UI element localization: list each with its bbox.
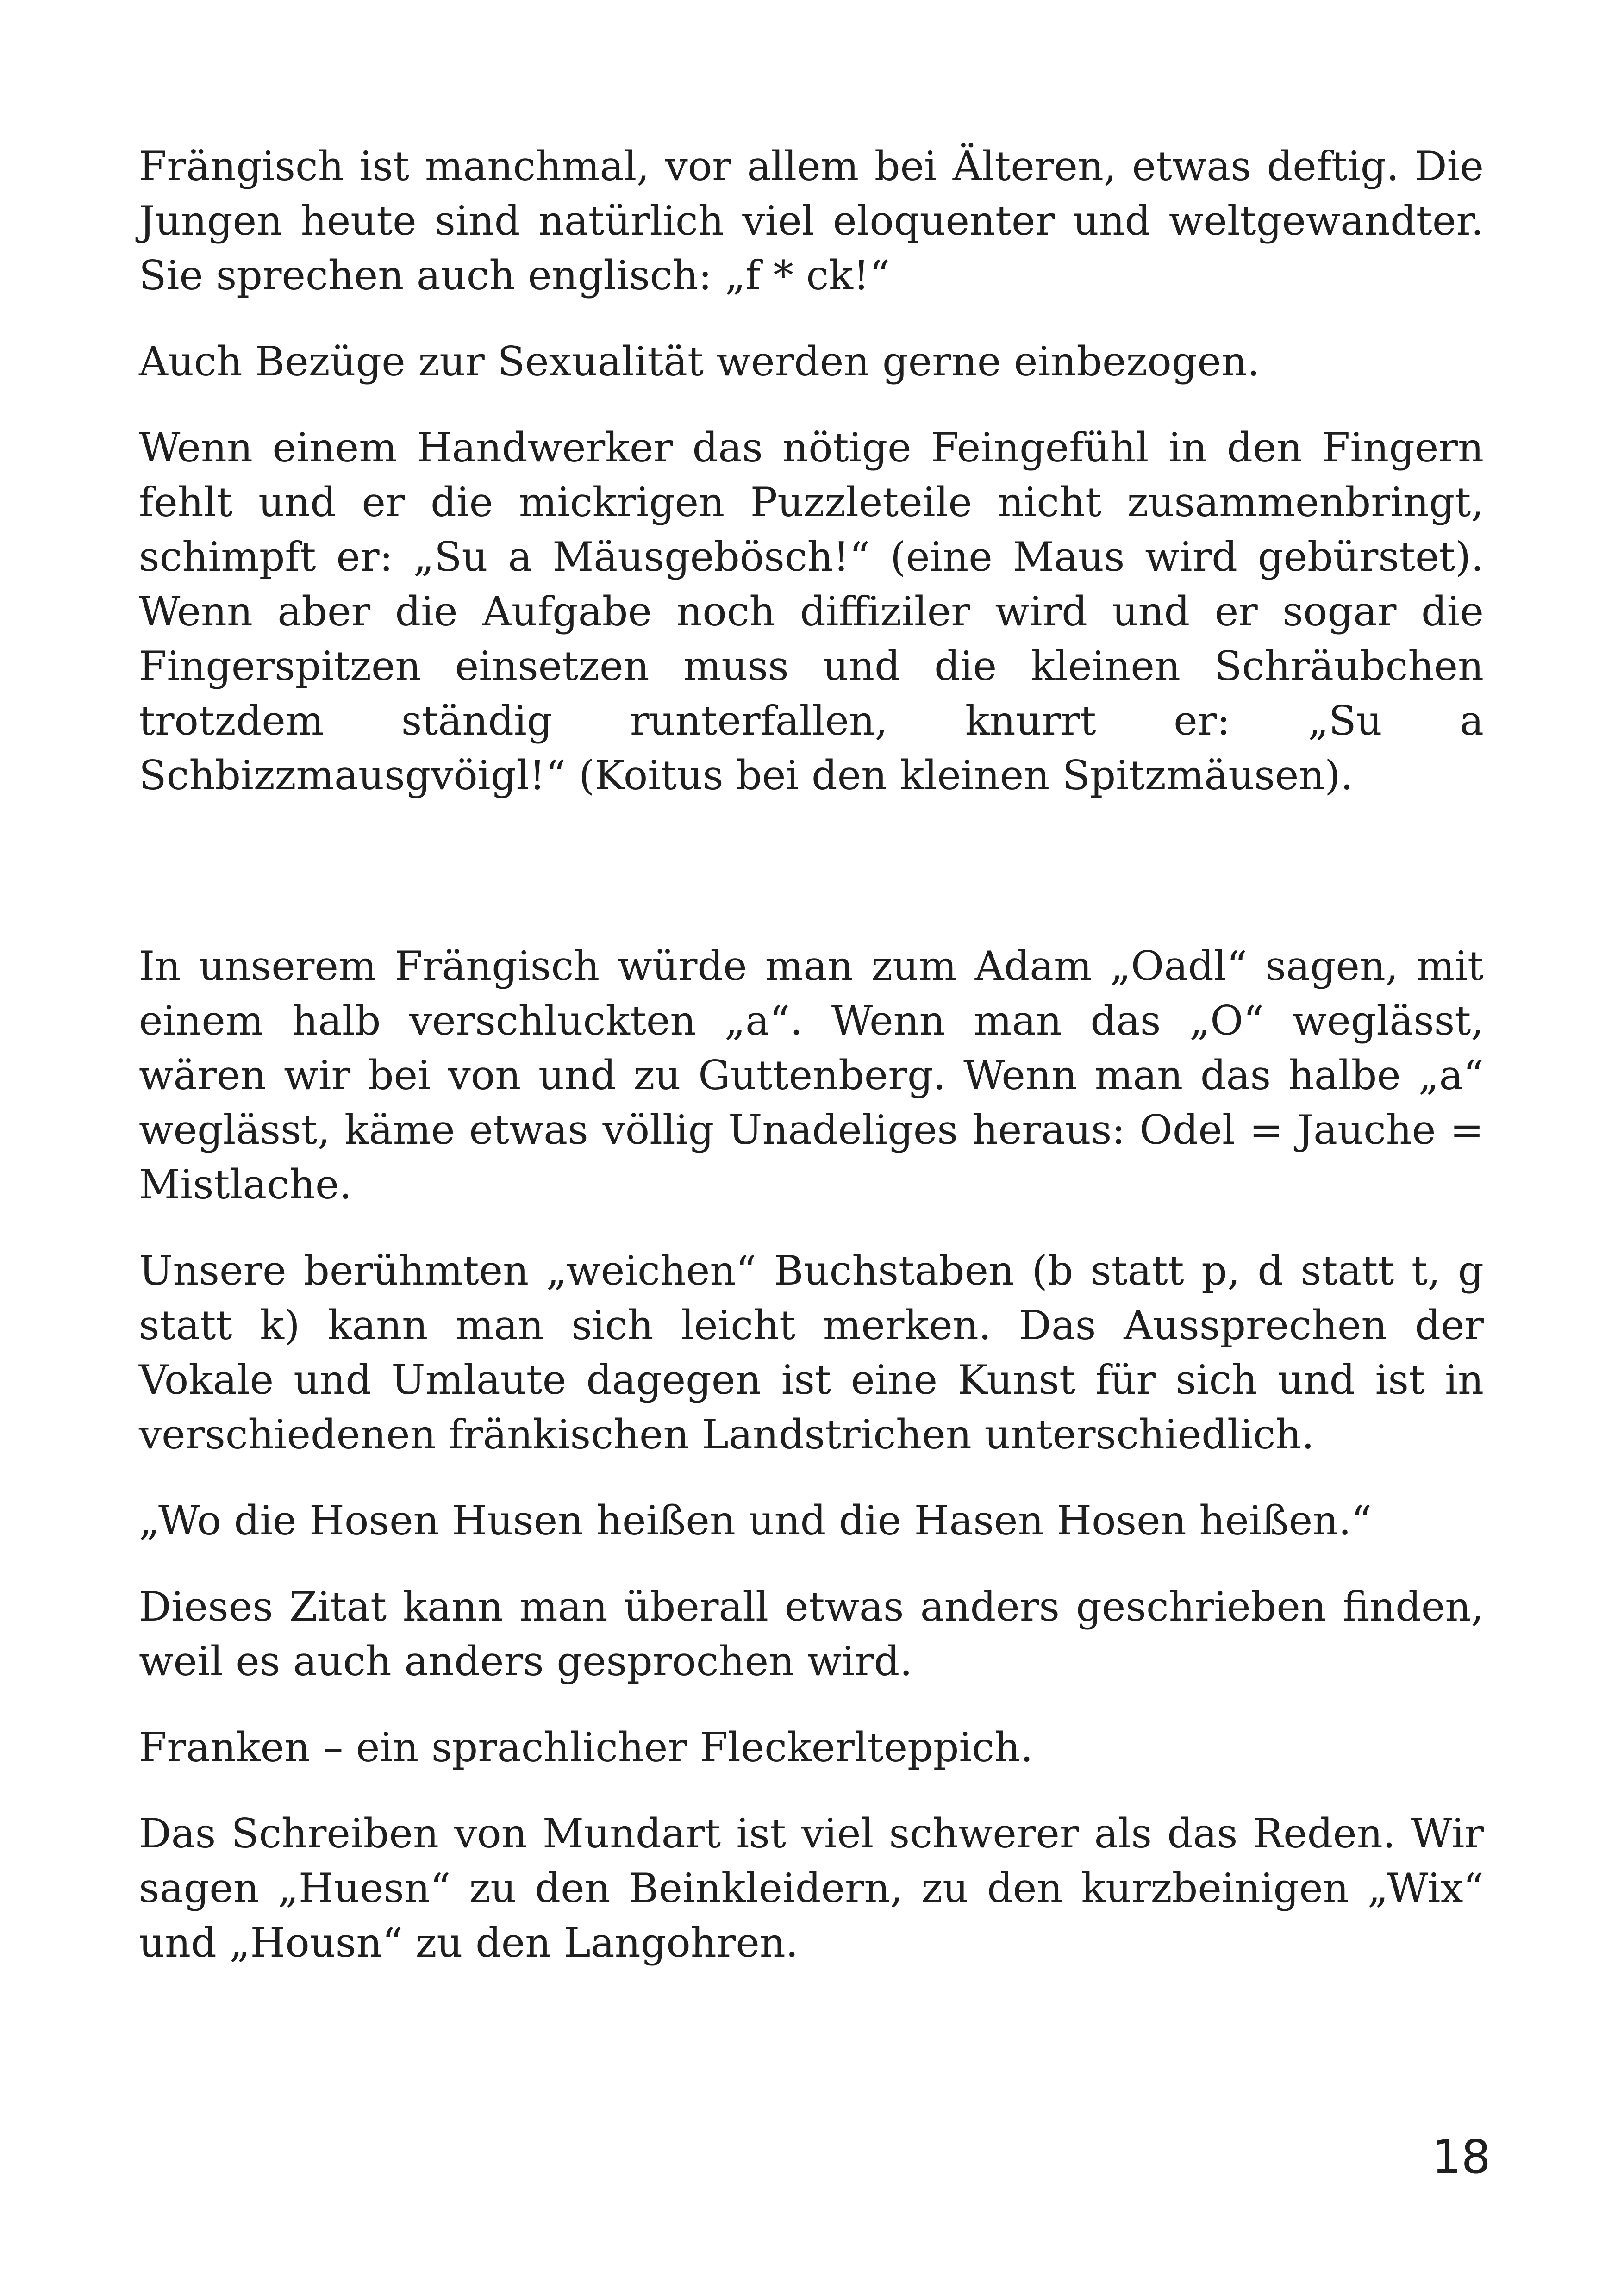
- paragraph: In unserem Frängisch würde man zum Adam „Oadl“ sagen, mit einem halb verschluckten „a“. Wenn man das „O“ weglässt, wären wir bei von und zu Guttenberg. Wenn man das halbe „a“ weglässt, käme etwas völlig Unadeliges heraus: Odel = Jauche = Mistlache.: [139, 942, 1484, 1208]
- paragraph: Franken – ein sprachlicher Fleckerlteppich.: [139, 1724, 1033, 1771]
- paragraph: Unsere berühmten „weichen“ Buchstaben (b statt p, d statt t, g statt k) kann man sich leicht merken. Das Aussprechen der Vokale und Umlaute dagegen ist eine Kunst für sich und ist in verschiedenen fränkischen Landstrichen unterschiedlich.: [139, 1247, 1484, 1458]
- page-number: 18: [1431, 2130, 1491, 2184]
- paragraph: Auch Bezüge zur Sexualität werden gerne einbezogen.: [139, 338, 1260, 385]
- paragraph: „Wo die Hosen Husen heißen und die Hasen Hosen heißen.“: [139, 1497, 1372, 1544]
- text-section-top: [139, 139, 1484, 834]
- paragraph: Dieses Zitat kann man überall etwas anders geschrieben finden, weil es auch anders gesprochen wird.: [139, 1583, 1484, 1685]
- paragraph: Wenn einem Handwerker das nötige Feingefühl in den Fingern fehlt und er die mickrigen Puzzleteile nicht zusammenbringt, schimpft er: „Su a Mäusgebösch!“ (eine Maus wird gebürstet). Wenn aber die Aufgabe noch diffiziler wird und er sogar die Fingerspitzen einsetzen muss und die kleinen Schräubchen trotzdem ständig runterfallen, knurrt er: „Su a Schbizzmausgvöigl!“ (Koitus bei den kleinen Spitzmäusen).: [139, 424, 1484, 799]
- paragraph: Frängisch ist manchmal, vor allem bei Älteren, etwas deftig. Die Jungen heute sind natürlich viel eloquenter und weltgewandter. Sie sprechen auch englisch: „f * ck!“: [139, 143, 1484, 299]
- text-section-bottom: [139, 939, 1484, 2002]
- paragraph: Das Schreiben von Mundart ist viel schwerer als das Reden. Wir sagen „Huesn“ zu den Beinkleidern, zu den kurzbeinigen „Wix“ und „Housn“ zu den Langohren.: [139, 1810, 1484, 1966]
